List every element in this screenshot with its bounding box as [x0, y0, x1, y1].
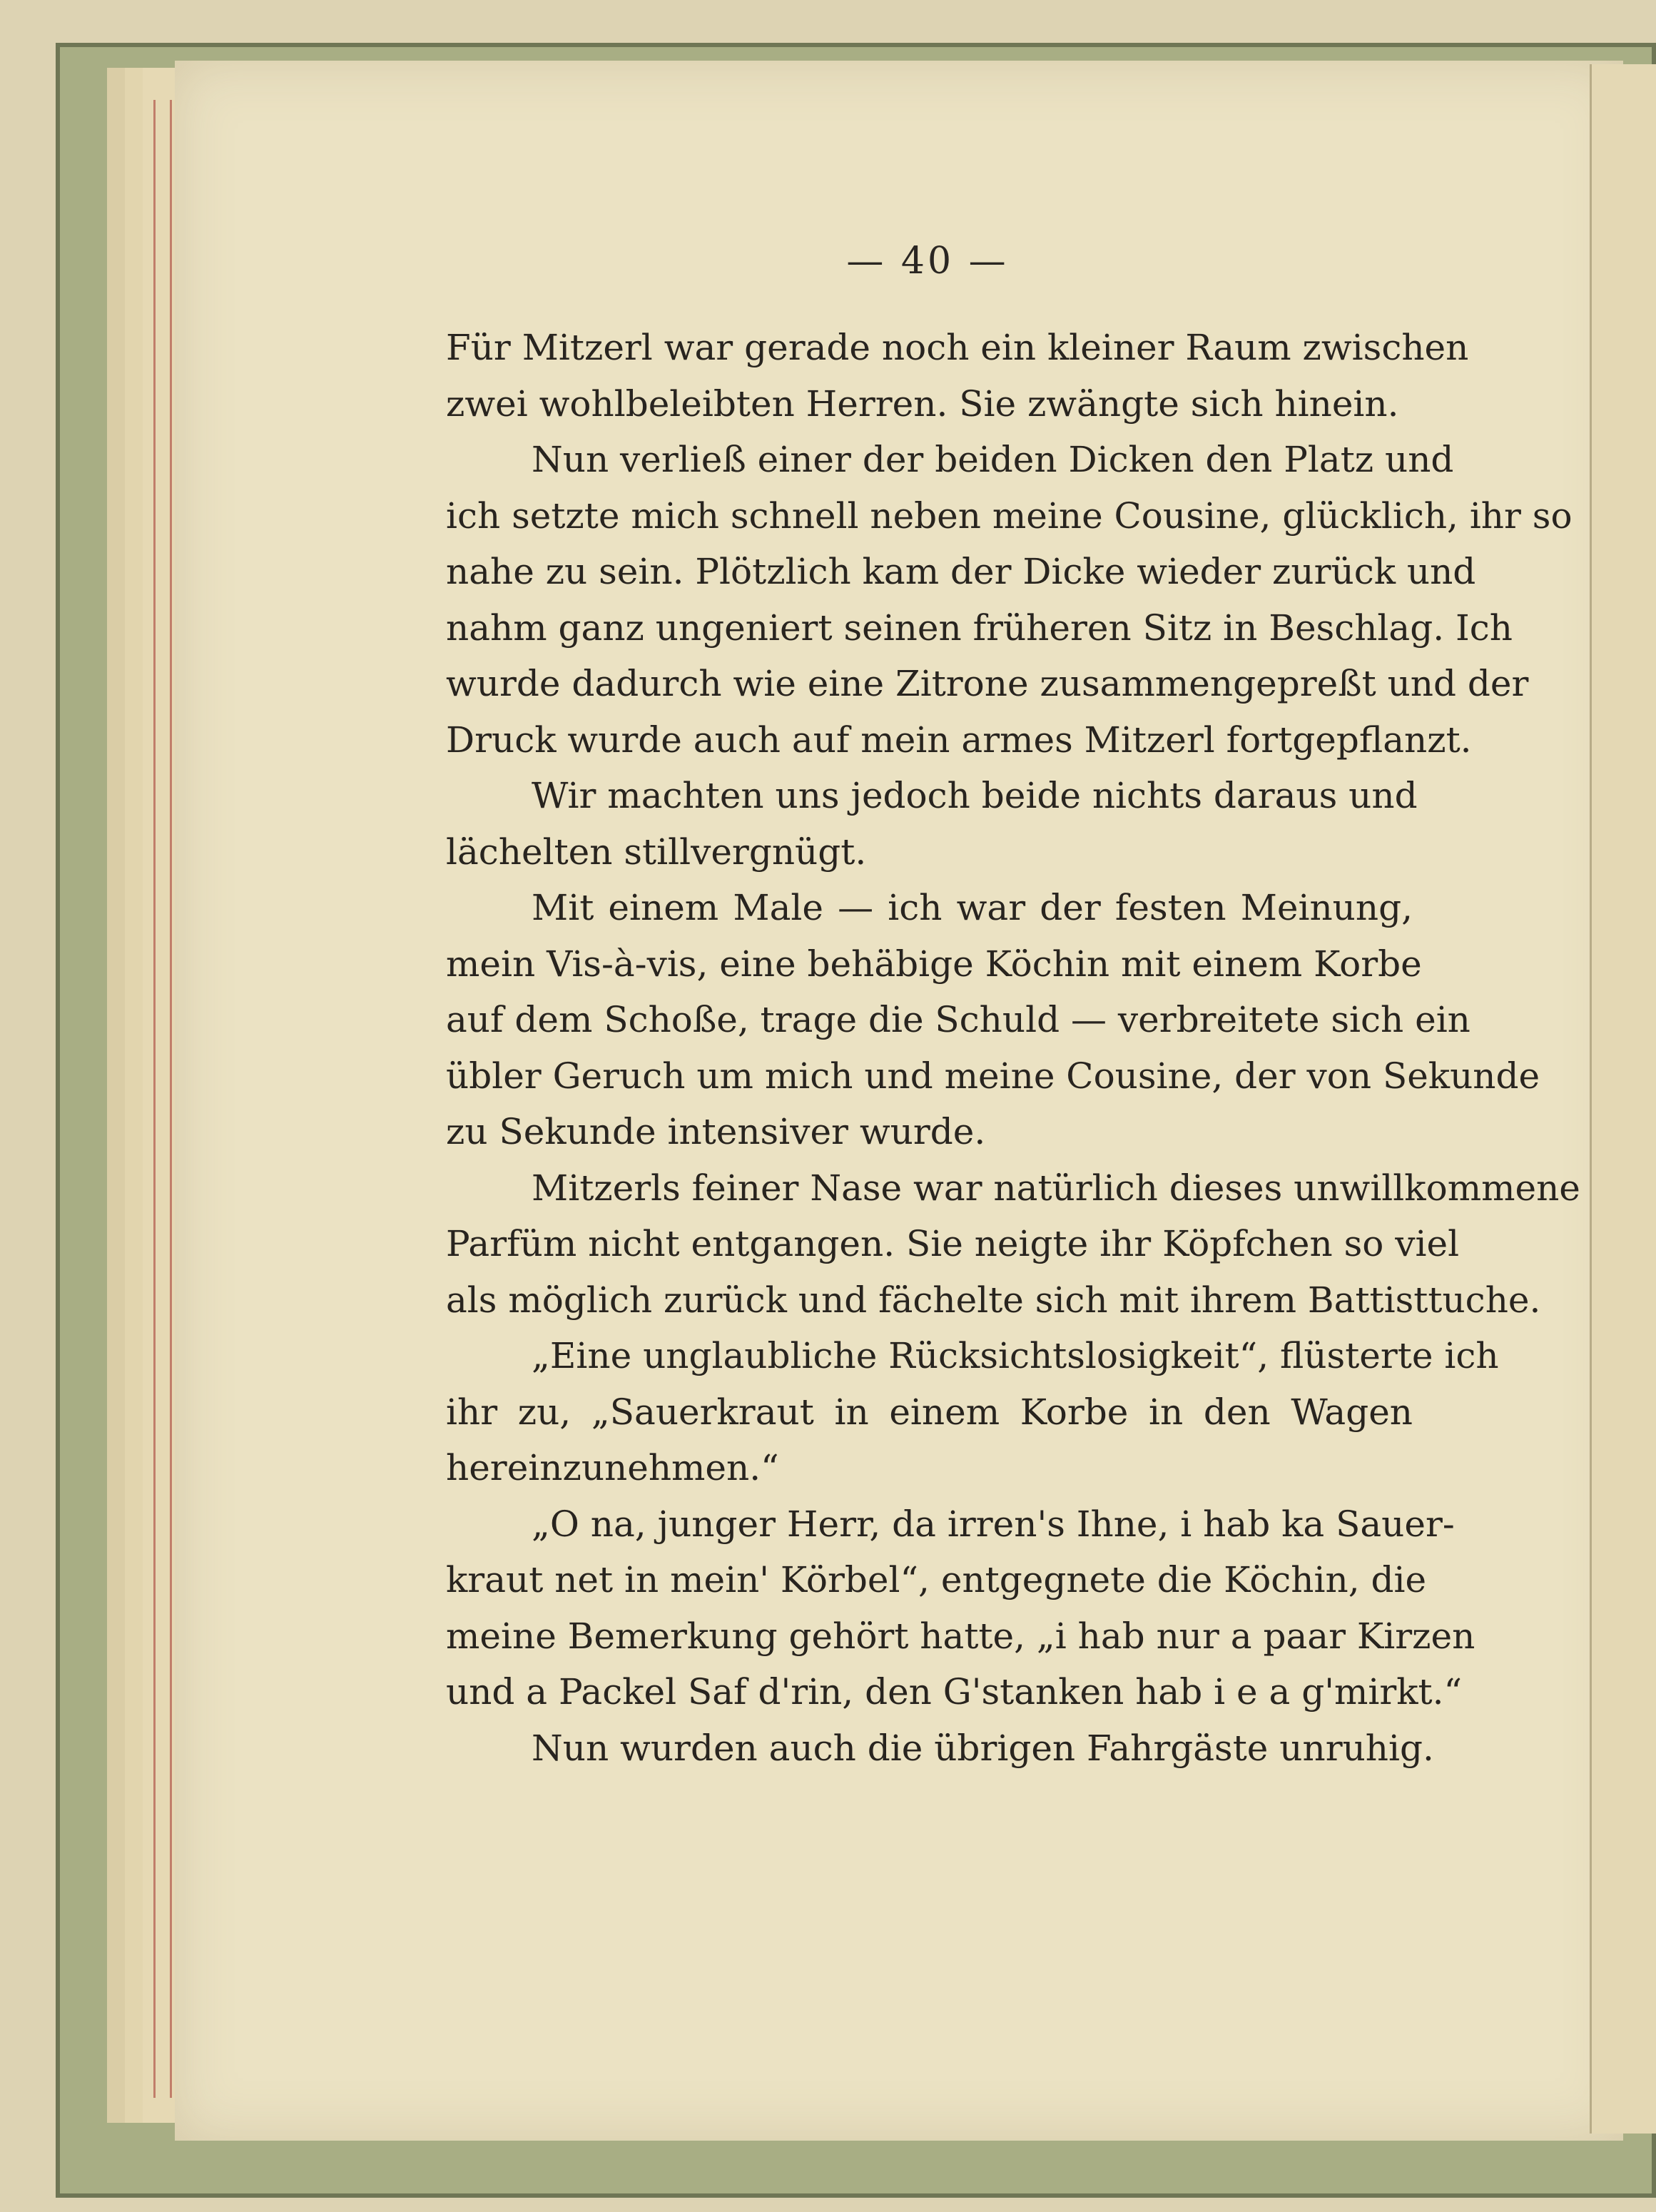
next-page-edge — [1590, 64, 1656, 2134]
text-line: Nun wurden auch die übrigen Fahrgäste unruhig. — [532, 1727, 1434, 1769]
text-line: und a Packel Saf d'rin, den G'stanken hab i e a g'mirkt.“ — [446, 1671, 1463, 1713]
text-line: ihr zu, „Sauerkraut in einem Korbe in den Wagen — [446, 1391, 1413, 1433]
text-line: zu Sekunde intensiver wurde. — [446, 1111, 986, 1152]
page-number: — 40 — — [846, 240, 1009, 283]
text-line: zwei wohlbeleibten Herren. Sie zwängte sich hinein. — [446, 382, 1399, 425]
text-line: als möglich zurück und fächelte sich mit ihrem Battisttuche. — [446, 1279, 1541, 1321]
text-line: auf dem Schoße, trage die Schuld — verbreitete sich ein — [446, 999, 1470, 1040]
text-line: wurde dadurch wie eine Zitrone zusammengepreßt und der — [446, 663, 1529, 704]
text-line: „O na, junger Herr, da irren's Ihne, i hab ka Sauer- — [532, 1503, 1455, 1545]
text-line: hereinzunehmen.“ — [446, 1447, 779, 1488]
text-line: nahm ganz ungeniert seinen früheren Sitz in Beschlag. Ich — [446, 607, 1513, 649]
text-line: ich setzte mich schnell neben meine Cousine, glücklich, ihr so — [446, 494, 1573, 537]
text-line: nahe zu sein. Plötzlich kam der Dicke wieder zurück und — [446, 551, 1476, 592]
text-line: Wir machten uns jedoch beide nichts daraus und — [532, 775, 1418, 816]
text-line: „Eine unglaubliche Rücksichtslosigkeit“, flüsterte ich — [532, 1335, 1499, 1376]
text-line: Parfüm nicht entgangen. Sie neigte ihr Köpfchen so viel — [446, 1223, 1460, 1264]
text-line: Mit einem Male — ich war der festen Meinung, — [532, 887, 1413, 928]
text-line: übler Geruch um mich und meine Cousine, der von Sekunde — [446, 1055, 1540, 1097]
text-line: mein Vis-à-vis, eine behäbige Köchin mit einem Korbe — [446, 943, 1422, 985]
text-line: Für Mitzerl war gerade noch ein kleiner Raum zwischen — [446, 327, 1469, 368]
text-line: meine Bemerkung gehört hatte, „i hab nur a paar Kirzen — [446, 1615, 1475, 1657]
text-line: Druck wurde auch auf mein armes Mitzerl fortgepflanzt. — [446, 719, 1472, 761]
red-page-edge — [153, 100, 156, 2098]
text-line: kraut net in mein' Körbel“, entgegnete die Köchin, die — [446, 1559, 1427, 1600]
text-line: Mitzerls feiner Nase war natürlich dieses unwillkommene — [532, 1167, 1580, 1209]
red-page-edge — [170, 100, 172, 2098]
text-line: Nun verließ einer der beiden Dicken den Platz und — [532, 439, 1454, 480]
text-line: lächelten stillvergnügt. — [446, 831, 867, 873]
